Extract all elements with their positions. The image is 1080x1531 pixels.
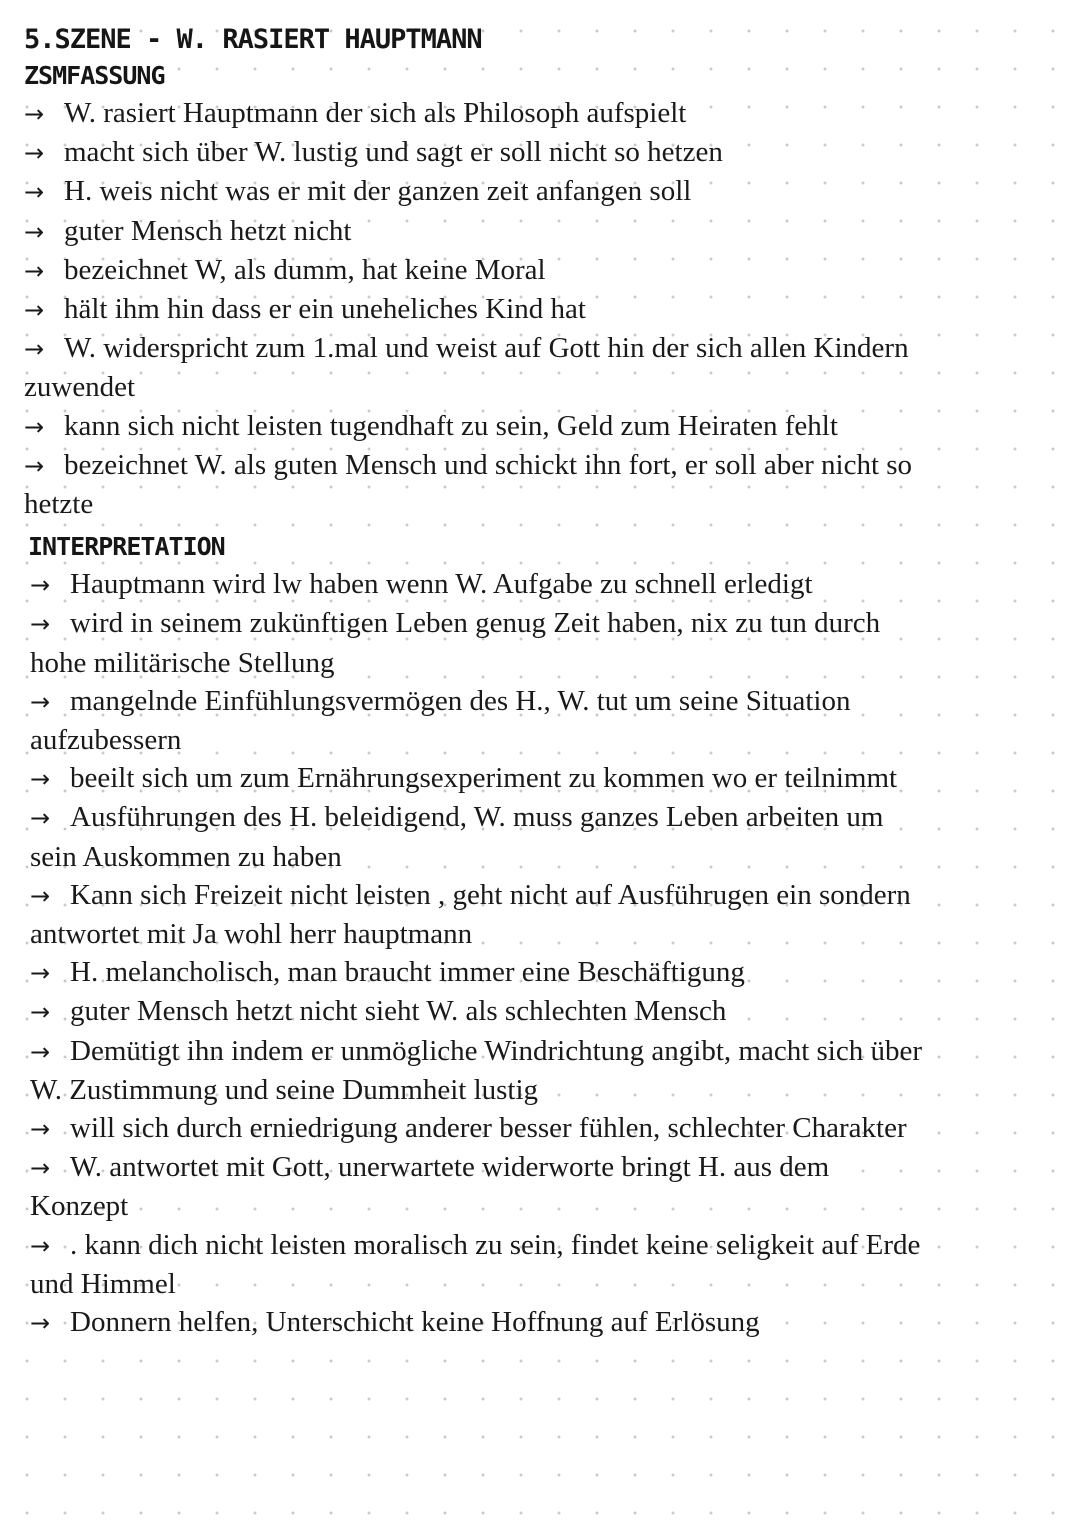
arrow-icon: → (30, 998, 51, 1027)
list-item: → Donnern helfen, Unterschicht keine Hoffnung auf Erlösung (30, 1303, 924, 1342)
list-item: → W. rasiert Hauptmann der sich als Philosoph aufspielt (24, 94, 924, 133)
list-item: → Ausführungen des H. beleidigend, W. muss ganzes Leben arbeiten um sein Auskommen zu haben (30, 801, 884, 873)
list-item: → wird in seinem zukünftigen Leben genug Zeit haben, nix zu tun durch hohe militärische Stellung (30, 607, 881, 679)
list-item: → bezeichnet W. als guten Mensch und schickt ihn fort, er soll aber nicht so hetzte (24, 448, 913, 521)
list-item: → guter Mensch hetzt nicht (24, 212, 924, 251)
arrow-icon: → (30, 804, 51, 833)
arrow-icon: → (30, 765, 51, 794)
arrow-icon: → (24, 217, 45, 246)
list-item: → mangelnde Einfühlungsvermögen des H., W. tut um seine Situation aufzubessern (30, 684, 851, 757)
summary-list (24, 94, 924, 523)
arrow-icon: → (30, 959, 51, 988)
arrow-icon: → (24, 296, 45, 325)
arrow-icon: → (24, 335, 45, 364)
notes-page (24, 22, 924, 1342)
list-item: → W. antwortet mit Gott, unerwartete widerworte bringt H. aus dem Konzept (30, 1151, 830, 1223)
list-item: → beeilt sich um zum Ernährungsexperiment zu kommen wo er teilnimmt (30, 759, 924, 798)
list-item: → bezeichnet W, als dumm, hat keine Moral (24, 251, 924, 290)
arrow-icon: → (30, 1037, 51, 1066)
interpretation-list (24, 565, 924, 1342)
arrow-icon: → (30, 1115, 51, 1144)
arrow-icon: → (24, 412, 45, 441)
list-item: → kann sich nicht leisten tugendhaft zu sein, Geld zum Heiraten fehlt (24, 407, 924, 446)
arrow-icon: → (24, 451, 45, 480)
list-item: → . kann dich nicht leisten moralisch zu sein, findet keine seligkeit auf Erde und Himmel (30, 1228, 921, 1300)
arrow-icon: → (24, 178, 45, 207)
summary-section (24, 58, 924, 523)
list-item: → H. weis nicht was er mit der ganzen zeit anfangen soll (24, 172, 924, 211)
interpretation-heading: INTERPRETATION (28, 532, 225, 562)
list-item: → Hauptmann wird lw haben wenn W. Aufgabe zu schnell erledigt (30, 565, 924, 604)
list-item: → W. widerspricht zum 1.mal und weist auf Gott hin der sich allen Kindern zuwendet (24, 332, 909, 404)
list-item: → Demütigt ihn indem er unmögliche Windrichtung angibt, macht sich über W. Zustimmung und seine Dummheit lustig (30, 1034, 923, 1106)
list-item: → H. melancholisch, man braucht immer eine Beschäftigung (30, 953, 924, 992)
list-item: → hält ihm hin dass er ein uneheliches Kind hat (24, 290, 924, 329)
interpretation-section (24, 529, 924, 1342)
arrow-icon: → (30, 687, 51, 716)
list-item: → Kann sich Freizeit nicht leisten , geht nicht auf Ausführugen ein sondern antwortet mit Ja wohl herr hauptmann (30, 878, 911, 951)
arrow-icon: → (30, 1231, 51, 1260)
list-item: → macht sich über W. lustig und sagt er soll nicht so hetzen (24, 133, 924, 172)
arrow-icon: → (30, 1309, 51, 1338)
scene-title: 5.SZENE - W. RASIERT HAUPTMANN (24, 24, 482, 55)
arrow-icon: → (24, 256, 45, 285)
summary-heading: ZSMFASSUNG (24, 61, 165, 90)
arrow-icon: → (30, 881, 51, 910)
arrow-icon: → (24, 100, 45, 128)
list-item: → guter Mensch hetzt nicht sieht W. als schlechten Mensch (30, 992, 924, 1031)
list-item: → will sich durch erniedrigung anderer besser fühlen, schlechter Charakter (30, 1109, 924, 1148)
arrow-icon: → (30, 571, 51, 600)
arrow-icon: → (30, 1154, 51, 1183)
arrow-icon: → (30, 610, 51, 639)
arrow-icon: → (24, 139, 45, 168)
